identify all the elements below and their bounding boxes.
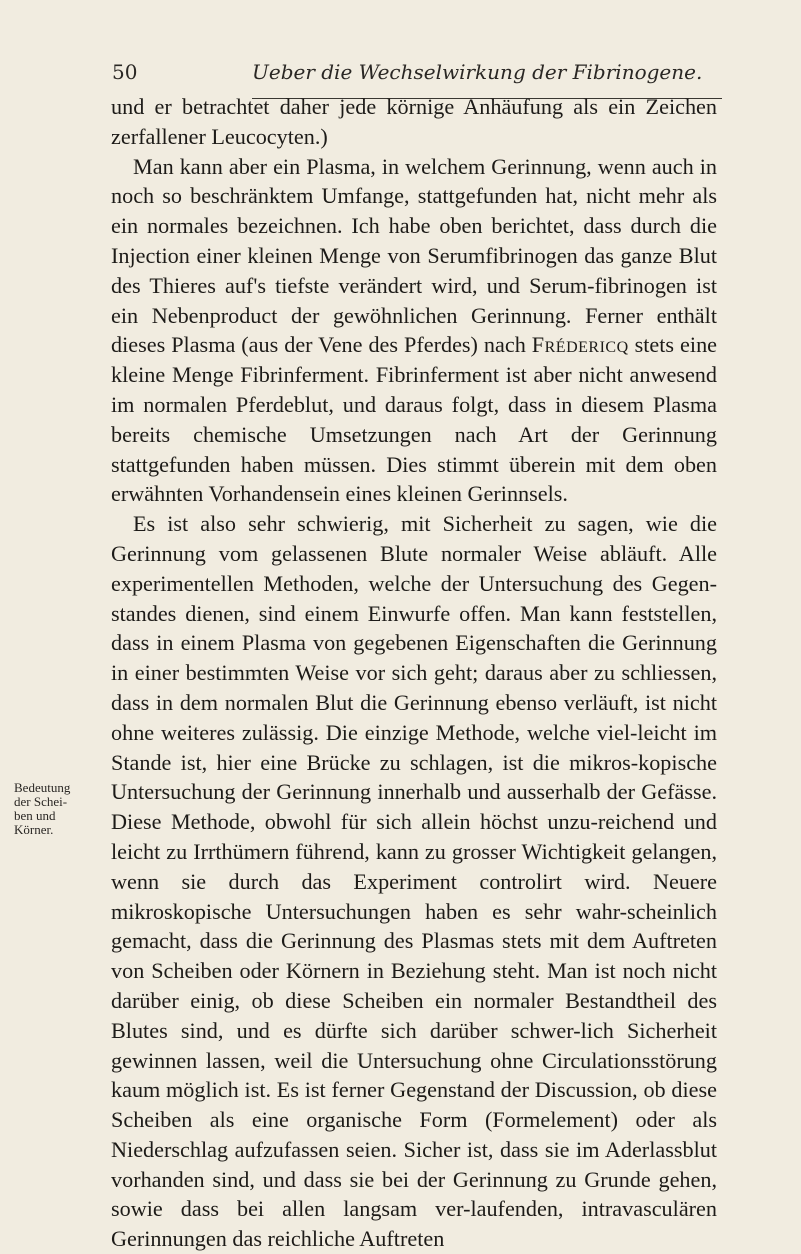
paragraph-2-end: stets eine kleine Menge Fibrinferment. Fibrinferment ist aber nicht anwesend im normalen Pferdeblut, und daraus folgt, dass in diesem Plasma bereits chemische Umsetzungen nach Art der Gerinnung stattgefunden haben müssen. Dies stimmt überein mit dem oben erwähnten Vorhandensein eines kleinen Gerinnsels. bbox=[111, 332, 718, 507]
paragraph-3: Es ist also sehr schwierig, mit Sicherheit zu sagen, wie die Gerinnung vom gelassenen Blute normaler Weise abläuft. Alle experimentellen Methoden, welche der Untersuchung des Gegen-standes dienen, sind einem Einwurfe offen. Man kann feststellen, dass in einem Plasma von gegebenen Eigenschaften die Gerinnung in einer bestimmten Weise vor sich geht; daraus aber zu schliessen, dass in dem normalen Blut die Gerinnung ebenso verläuft, ist nicht ohne weiteres zulässig. Die einzige Methode, welche viel-leicht im Stande ist, hier eine Brücke zu schlagen, ist die mikros-kopische Untersuchung der Gerinnung innerhalb und ausserhalb der Gefässe. Diese Methode, obwohl für sich allein höchst unzu-reichend und leicht zu Irrthümern führend, kann zu grosser Wichtigkeit gelangen, wenn sie durch das Experiment controlirt wird. Neuere mikroskopische Untersuchungen haben es sehr wahr-scheinlich gemacht, dass die Gerinnung des Plasmas stets mit dem Auftreten von Scheiben oder Körnern in Beziehung steht. Man ist noch nicht darüber einig, ob diese Scheiben ein normaler Bestandtheil des Blutes sind, und es dürfte sich darüber schwer-lich Sicherheit gewinnen lassen, weil die Untersuchung ohne Circulationsstörung kaum möglich ist. Es ist ferner Gegenstand der Discussion, ob diese Scheiben als eine organische Form (Formelement) oder als Niederschlag aufzufassen seien. Sicher ist, dass sie im Aderlassblut vorhanden sind, und dass sie bei der Gerinnung zu Grunde gehen, sowie dass bei allen langsam ver-laufenden, intravasculären Gerinnungen das reichliche Auftreten bbox=[111, 511, 717, 1252]
paragraph-1: und er betrachtet daher jede körnige Anhäufung als ein Zeichen zerfallener Leucocyten.) bbox=[111, 94, 717, 149]
author-name: Frédericq bbox=[531, 332, 629, 358]
body-text bbox=[111, 92, 717, 1254]
margin-note-line: Bedeutung bbox=[14, 780, 71, 795]
margin-note bbox=[14, 781, 104, 837]
margin-note-line: ben und bbox=[14, 808, 56, 823]
margin-note-line: Körner. bbox=[14, 822, 54, 837]
paragraph-2-start: Man kann aber ein Plasma, in welchem Gerinnung, wenn auch in noch so beschränktem Umfange, stattgefunden hat, nicht mehr als ein normales bezeichnen. Ich habe oben berichtet, dass durch die Injection einer kleinen Menge von Serumfibrinogen das ganze Blut des Thieres auf's tiefste verändert wird, und Serum-fibrinogen ist ein Nebenproduct der gewöhnlichen Gerinnung. Ferner enthält dieses Plasma (aus der Vene des Pferdes) nach bbox=[111, 153, 717, 358]
paragraph-2 bbox=[111, 152, 717, 510]
margin-note-line: der Schei- bbox=[14, 794, 68, 809]
running-head: Ueber die Wechselwirkung der Fibrinogene. bbox=[252, 60, 703, 84]
page-number: 50 bbox=[112, 60, 138, 84]
